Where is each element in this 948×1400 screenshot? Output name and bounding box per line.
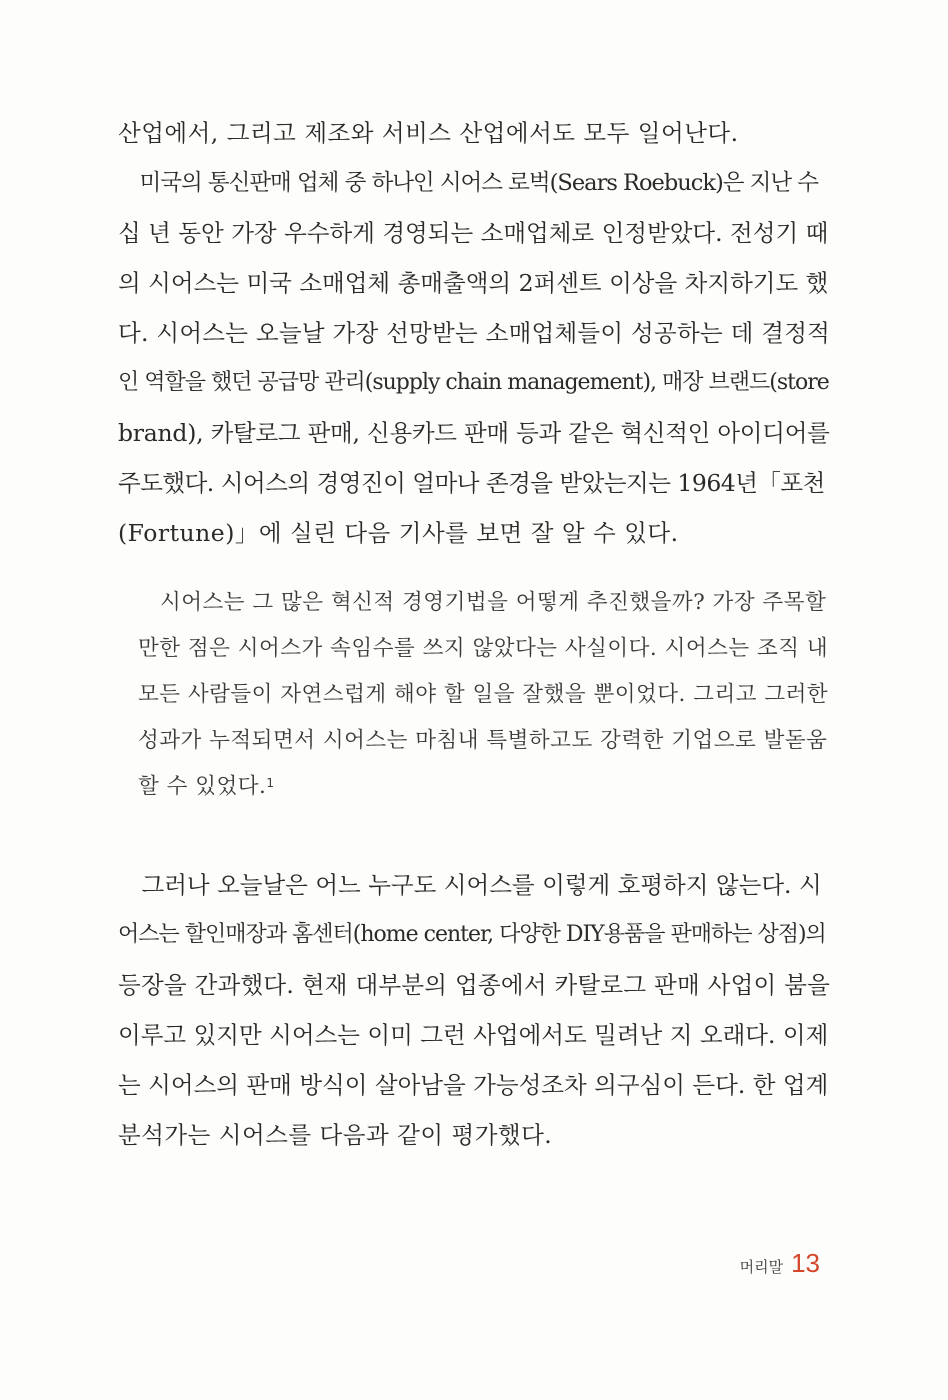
text-line: brand), 카탈로그 판매, 신용카드 판매 등과 같은 혁신적인 아이디어를 bbox=[118, 419, 830, 447]
footnote-marker[interactable]: 1 bbox=[266, 776, 275, 790]
text-line: 이루고 있지만 시어스는 이미 그런 사업에서도 밀려난 지 오래다. 이제 bbox=[118, 1021, 829, 1049]
text-line: 의 시어스는 미국 소매업체 총매출액의 2퍼센트 이상을 차지하기도 했 bbox=[118, 269, 829, 297]
text-line: (Fortune)」에 실린 다음 기사를 보면 잘 알 수 있다. bbox=[118, 519, 679, 547]
text-line: 그러나 오늘날은 어느 누구도 시어스를 이렇게 호평하지 않는다. 시 bbox=[118, 871, 822, 899]
text-line: 등장을 간과했다. 현재 대부분의 업종에서 카탈로그 판매 사업이 붐을 bbox=[118, 971, 831, 999]
section-label: 머리말 bbox=[739, 1258, 784, 1276]
quote-line: 시어스는 그 많은 혁신적 경영기법을 어떻게 추진했을까? 가장 주목할 bbox=[138, 590, 827, 615]
page-number: 13 bbox=[791, 1248, 820, 1278]
text-line: 십 년 동안 가장 우수하게 경영되는 소매업체로 인정받았다. 전성기 때 bbox=[118, 219, 829, 247]
text-line: 주도했다. 시어스의 경영진이 얼마나 존경을 받았는지는 1964년「포천 bbox=[118, 469, 825, 497]
quote-line: 성과가 누적되면서 시어스는 마침내 특별하고도 강력한 기업으로 발돋움 bbox=[138, 728, 828, 753]
text-line: 인 역할을 했던 공급망 관리(supply chain management), 매장 브랜드(store bbox=[118, 370, 829, 395]
text-line: 어스는 할인매장과 홈센터(home center, 다양한 DIY용품을 판매하는 상점)의 bbox=[118, 922, 826, 947]
text-line: 다. 시어스는 오늘날 가장 선망받는 소매업체들이 성공하는 데 결정적 bbox=[118, 319, 831, 347]
quote-line: 만한 점은 시어스가 속임수를 쓰지 않았다는 사실이다. 시어스는 조직 내 bbox=[138, 636, 829, 661]
page-footer bbox=[740, 1248, 820, 1279]
text-line: 분석가는 시어스를 다음과 같이 평가했다. bbox=[118, 1121, 553, 1149]
text-line: 산업에서, 그리고 제조와 서비스 산업에서도 모두 일어난다. bbox=[118, 119, 739, 147]
quote-line: 모든 사람들이 자연스럽게 해야 할 일을 잘했을 뿐이었다. 그리고 그러한 bbox=[138, 682, 829, 707]
quote-line-text: 할 수 있었다. bbox=[138, 774, 267, 799]
text-line: 는 시어스의 판매 방식이 살아남을 가능성조차 의구심이 든다. 한 업계 bbox=[118, 1071, 829, 1099]
text-line: 미국의 통신판매 업체 중 하나인 시어스 로벅(Sears Roebuck)은 지난 수 bbox=[118, 170, 818, 196]
quote-line bbox=[138, 770, 275, 804]
